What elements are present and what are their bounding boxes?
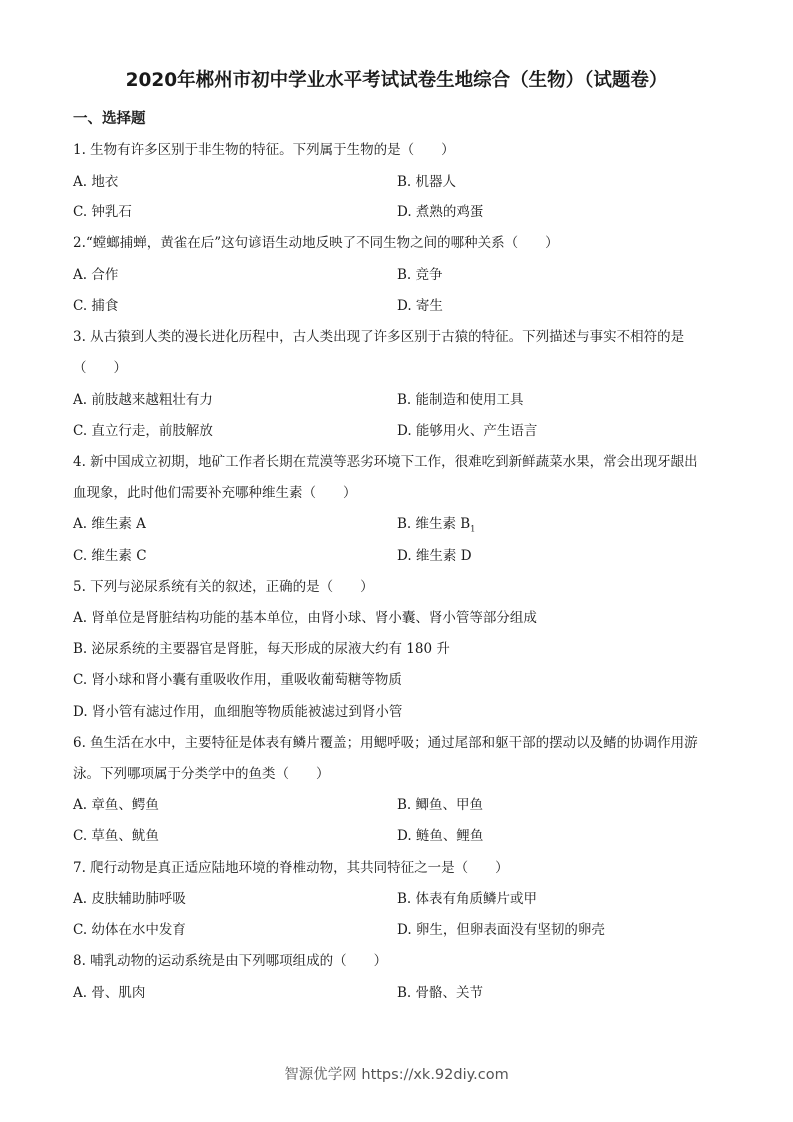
question-7-option-d: D. 卵生，但卵表面没有坚韧的卵壳 xyxy=(397,922,605,938)
question-1-option-a: A. 地衣 xyxy=(73,174,119,190)
question-2-option-b: B. 竞争 xyxy=(397,267,443,283)
question-6-option-c: C. 草鱼、鱿鱼 xyxy=(73,828,159,844)
question-5-option-b: B. 泌尿系统的主要器官是肾脏，每天形成的尿液大约有 180 升 xyxy=(73,641,450,657)
question-6-option-a: A. 章鱼、鳄鱼 xyxy=(73,797,159,813)
question-7-option-a: A. 皮肤辅助肺呼吸 xyxy=(73,891,186,907)
question-5-option-c: C. 肾小球和肾小囊有重吸收作用，重吸收葡萄糖等物质 xyxy=(73,672,402,688)
question-4-option-c: C. 维生素 C xyxy=(73,548,147,564)
question-4-option-b xyxy=(397,515,475,539)
question-3-stem-line-2: （ ） xyxy=(73,360,127,376)
question-4-option-a: A. 维生素 A xyxy=(73,516,146,532)
question-4-stem-line-1: 4. 新中国成立初期，地矿工作者长期在荒漠等恶劣环境下工作，很难吃到新鲜蔬菜水果，常会出现牙龈出 xyxy=(73,454,698,470)
question-7-option-c: C. 幼体在水中发育 xyxy=(73,922,186,938)
question-2-option-c: C. 捕食 xyxy=(73,298,119,314)
question-3-option-b: B. 能制造和使用工具 xyxy=(397,392,524,408)
footer-watermark: 智源优学网 https://xk.92diy.com xyxy=(284,1067,509,1083)
section-heading: 一、选择题 xyxy=(73,111,146,127)
question-6-option-d: D. 鲢鱼、鲤鱼 xyxy=(397,828,484,844)
question-4-stem-line-2: 血现象，此时他们需要补充哪种维生素（ ） xyxy=(73,485,357,501)
question-8-option-a: A. 骨、肌肉 xyxy=(73,985,146,1001)
question-2-option-a: A. 合作 xyxy=(73,267,119,283)
question-4-option-b-text: B. 维生素 B xyxy=(397,516,471,532)
question-3-option-c: C. 直立行走，前肢解放 xyxy=(73,423,213,439)
question-5-option-d: D. 肾小管有滤过作用，血细胞等物质能被滤过到肾小管 xyxy=(73,704,403,720)
question-3-option-a: A. 前肢越来越粗壮有力 xyxy=(73,392,213,408)
question-1-option-c: C. 钟乳石 xyxy=(73,204,132,220)
question-7-stem: 7. 爬行动物是真正适应陆地环境的脊椎动物，其共同特征之一是（ ） xyxy=(73,860,509,876)
question-8-stem: 8. 哺乳动物的运动系统是由下列哪项组成的（ ） xyxy=(73,953,388,969)
question-3-option-d: D. 能够用火、产生语言 xyxy=(397,423,538,439)
question-2-option-d: D. 寄生 xyxy=(397,298,443,314)
question-4-option-b-subscript: 1 xyxy=(470,524,476,534)
question-6-stem-line-1: 6. 鱼生活在水中，主要特征是体表有鳞片覆盖；用鳃呼吸；通过尾部和躯干部的摆动以及鳍的协调作用游 xyxy=(73,735,698,751)
page-title: 2020年郴州市初中学业水平考试试卷生地综合（生物）（试题卷） xyxy=(125,70,668,91)
question-1-stem: 1. 生物有许多区别于非生物的特征。下列属于生物的是（ ） xyxy=(73,142,455,158)
question-6-stem-line-2: 泳。下列哪项属于分类学中的鱼类（ ） xyxy=(73,766,330,782)
question-8-option-b: B. 骨骼、关节 xyxy=(397,985,484,1001)
question-2-stem: 2.“螳螂捕蝉，黄雀在后”这句谚语生动地反映了不同生物之间的哪种关系（ ） xyxy=(73,235,559,251)
question-6-option-b: B. 鲫鱼、甲鱼 xyxy=(397,797,484,813)
question-3-stem-line-1: 3. 从古猿到人类的漫长进化历程中，古人类出现了许多区别于古猿的特征。下列描述与事实不相符的是 xyxy=(73,329,685,345)
question-1-option-d: D. 煮熟的鸡蛋 xyxy=(397,204,484,220)
question-1-option-b: B. 机器人 xyxy=(397,174,457,190)
question-5-stem: 5. 下列与泌尿系统有关的叙述，正确的是（ ） xyxy=(73,579,374,595)
question-7-option-b: B. 体表有角质鳞片或甲 xyxy=(397,891,538,907)
question-4-option-d: D. 维生素 D xyxy=(397,548,472,564)
question-5-option-a: A. 肾单位是肾脏结构功能的基本单位，由肾小球、肾小囊、肾小管等部分组成 xyxy=(73,610,537,626)
